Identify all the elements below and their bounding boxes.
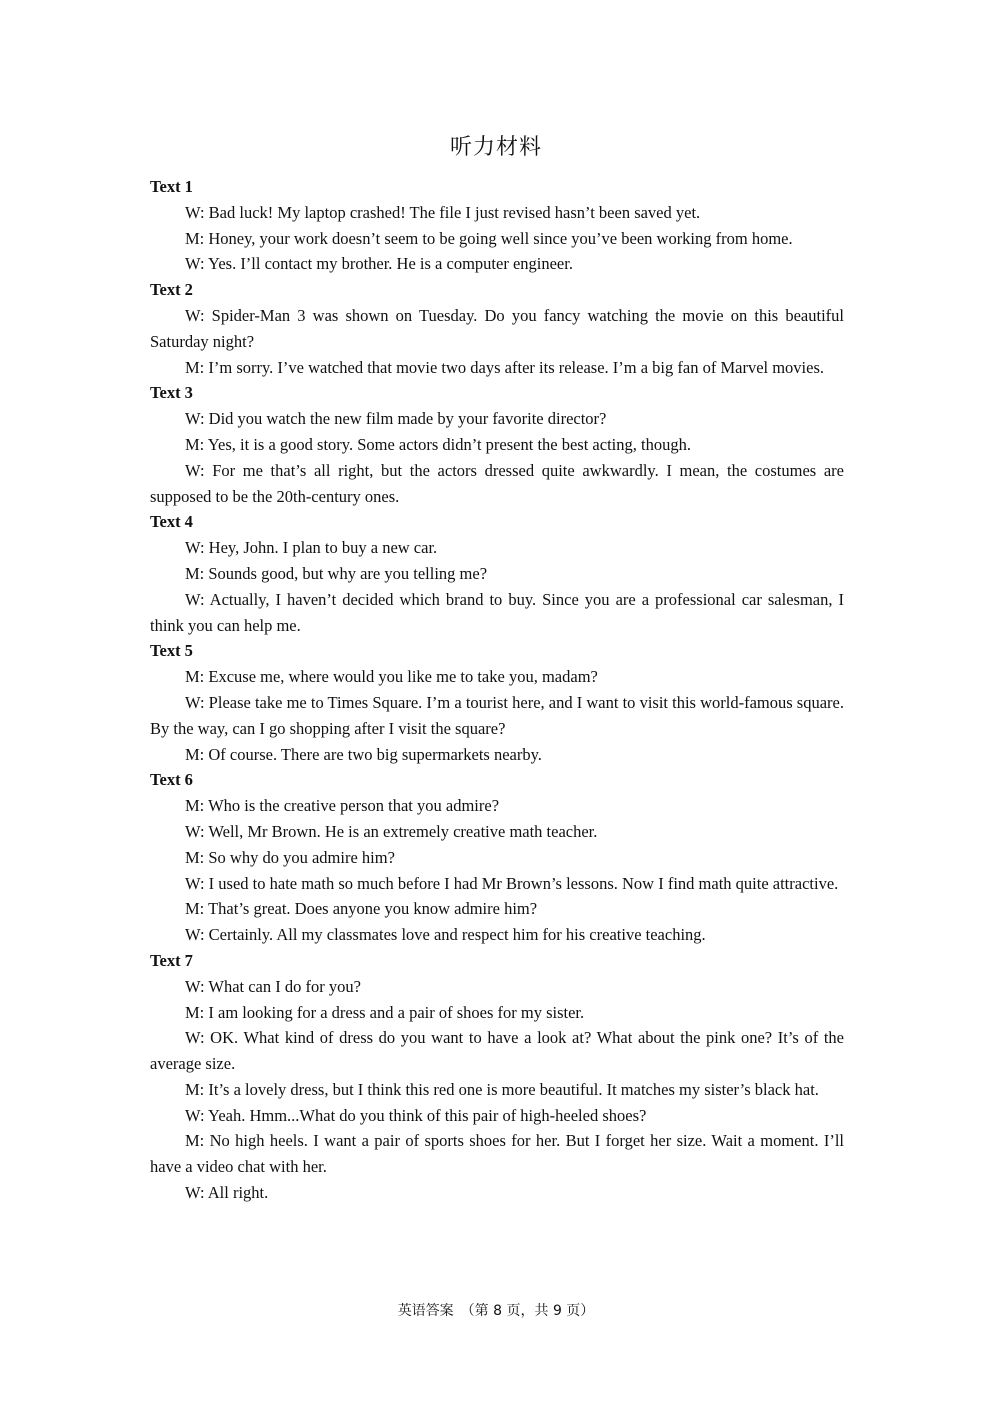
dialogue-line: M: It’s a lovely dress, but I think this red one is more beautiful. It matches my sister’s black hat. — [185, 1079, 819, 1099]
dialogue-line: W: Spider-Man 3 was shown on Tuesday. Do you fancy watching the movie on this beautiful Saturday night? — [150, 305, 844, 351]
transcript-content — [150, 174, 844, 1206]
dialogue-line: M: I am looking for a dress and a pair of shoes for my sister. — [185, 1002, 585, 1022]
dialogue-section — [150, 380, 844, 509]
section-heading: Text 2 — [150, 280, 193, 300]
dialogue-line: W: Yes. I’ll contact my brother. He is a computer engineer. — [185, 254, 573, 274]
dialogue-line: M: Of course. There are two big supermarkets nearby. — [185, 744, 542, 764]
dialogue-line: M: Who is the creative person that you admire? — [185, 796, 500, 816]
dialogue-line: W: Certainly. All my classmates love and respect him for his creative teaching. — [185, 925, 706, 945]
dialogue-line: W: Yeah. Hmm...What do you think of this pair of high-heeled shoes? — [185, 1105, 647, 1125]
section-heading: Text 1 — [150, 177, 193, 196]
dialogue-line: W: What can I do for you? — [185, 976, 361, 996]
dialogue-line: W: Actually, I haven’t decided which brand to buy. Since you are a professional car salesman, I think you can help me. — [150, 589, 844, 635]
dialogue-line: W: Well, Mr Brown. He is an extremely creative math teacher. — [185, 821, 598, 841]
dialogue-line: W: Did you watch the new film made by your favorite director? — [185, 409, 607, 429]
dialogue-section — [150, 174, 844, 277]
section-heading: Text 6 — [150, 770, 193, 790]
dialogue-section — [150, 509, 844, 638]
dialogue-section — [150, 638, 844, 767]
dialogue-line: M: Excuse me, where would you like me to take you, madam? — [185, 667, 598, 687]
page-footer: 英语答案 （第 8 页，共 9 页） — [397, 1303, 595, 1319]
dialogue-line: M: Honey, your work doesn’t seem to be going well since you’ve been working from home. — [185, 228, 793, 248]
section-heading: Text 4 — [150, 512, 193, 532]
dialogue-line: W: Please take me to Times Square. I’m a tourist here, and I want to visit this world-famous square. By the way, can I go shopping after I visit the square? — [150, 692, 844, 738]
dialogue-line: W: OK. What kind of dress do you want to have a look at? What about the pink one? It’s of the average size. — [150, 1028, 844, 1074]
dialogue-line: M: So why do you admire him? — [185, 847, 395, 867]
dialogue-line: W: Bad luck! My laptop crashed! The file I just revised hasn’t been saved yet. — [185, 202, 701, 222]
dialogue-line: M: No high heels. I want a pair of sports shoes for her. But I forget her size. Wait a moment. I’ll have a video chat with her. — [150, 1131, 844, 1177]
section-heading: Text 5 — [150, 641, 193, 661]
dialogue-line: M: Yes, it is a good story. Some actors didn’t present the best acting, though. — [185, 434, 691, 454]
dialogue-line: M: That’s great. Does anyone you know admire him? — [185, 899, 538, 919]
dialogue-line: W: I used to hate math so much before I had Mr Brown’s lessons. Now I find math quite attractive. — [185, 873, 839, 893]
dialogue-section — [150, 277, 844, 380]
dialogue-line: W: For me that’s all right, but the actors dressed quite awkwardly. I mean, the costumes are supposed to be the 20th-century ones. — [150, 460, 844, 506]
section-heading: Text 7 — [150, 950, 193, 970]
dialogue-section — [150, 767, 844, 948]
dialogue-line: M: Sounds good, but why are you telling me? — [185, 563, 488, 583]
dialogue-line: M: I’m sorry. I’ve watched that movie two days after its release. I’m a big fan of Marvel movies. — [185, 357, 825, 377]
dialogue-line: W: All right. — [185, 1183, 269, 1203]
dialogue-section — [150, 948, 844, 1206]
dialogue-line: W: Hey, John. I plan to buy a new car. — [185, 538, 438, 558]
section-heading: Text 3 — [150, 383, 193, 403]
page-title: 听力材料 — [449, 135, 542, 160]
